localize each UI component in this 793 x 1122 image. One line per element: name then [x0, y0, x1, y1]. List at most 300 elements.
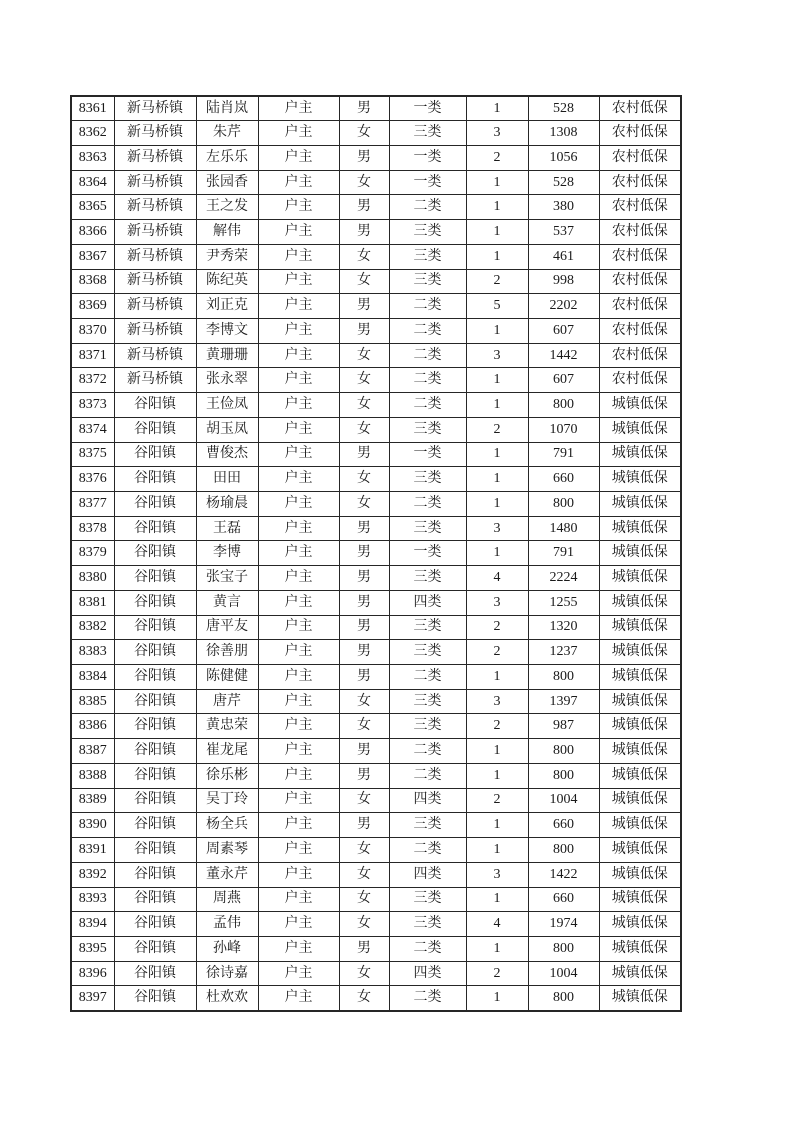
- cell-amount: 791: [528, 541, 599, 566]
- cell-amount: 2202: [528, 294, 599, 319]
- cell-category: 三类: [389, 467, 466, 492]
- cell-count: 1: [466, 665, 528, 690]
- cell-serial: 8369: [71, 294, 114, 319]
- cell-welfare-type: 城镇低保: [599, 689, 681, 714]
- cell-town: 谷阳镇: [114, 566, 196, 591]
- cell-category: 一类: [389, 541, 466, 566]
- cell-gender: 男: [339, 936, 389, 961]
- cell-serial: 8390: [71, 813, 114, 838]
- cell-welfare-type: 城镇低保: [599, 442, 681, 467]
- table-row: [71, 393, 681, 418]
- cell-gender: 男: [339, 145, 389, 170]
- cell-amount: 1070: [528, 417, 599, 442]
- cell-relation: 户主: [258, 788, 339, 813]
- cell-name: 陈健健: [196, 665, 258, 690]
- cell-welfare-type: 城镇低保: [599, 936, 681, 961]
- table-row: [71, 739, 681, 764]
- cell-count: 1: [466, 244, 528, 269]
- cell-welfare-type: 城镇低保: [599, 516, 681, 541]
- cell-amount: 800: [528, 763, 599, 788]
- table-row: [71, 813, 681, 838]
- cell-welfare-type: 城镇低保: [599, 393, 681, 418]
- cell-count: 1: [466, 936, 528, 961]
- table-row: [71, 269, 681, 294]
- cell-town: 新马桥镇: [114, 244, 196, 269]
- cell-count: 4: [466, 912, 528, 937]
- cell-serial: 8366: [71, 220, 114, 245]
- cell-welfare-type: 农村低保: [599, 269, 681, 294]
- table-row: [71, 862, 681, 887]
- cell-amount: 1308: [528, 121, 599, 146]
- cell-category: 三类: [389, 244, 466, 269]
- cell-name: 陆肖岚: [196, 96, 258, 121]
- cell-count: 3: [466, 343, 528, 368]
- cell-name: 唐平友: [196, 615, 258, 640]
- cell-serial: 8389: [71, 788, 114, 813]
- cell-town: 谷阳镇: [114, 714, 196, 739]
- cell-town: 谷阳镇: [114, 813, 196, 838]
- cell-category: 二类: [389, 838, 466, 863]
- cell-town: 新马桥镇: [114, 170, 196, 195]
- cell-welfare-type: 城镇低保: [599, 788, 681, 813]
- cell-count: 3: [466, 862, 528, 887]
- cell-relation: 户主: [258, 838, 339, 863]
- cell-name: 尹秀荣: [196, 244, 258, 269]
- cell-name: 崔龙尾: [196, 739, 258, 764]
- cell-count: 2: [466, 714, 528, 739]
- cell-category: 四类: [389, 961, 466, 986]
- cell-town: 谷阳镇: [114, 516, 196, 541]
- cell-welfare-type: 农村低保: [599, 244, 681, 269]
- cell-welfare-type: 城镇低保: [599, 813, 681, 838]
- cell-town: 新马桥镇: [114, 121, 196, 146]
- cell-gender: 男: [339, 516, 389, 541]
- cell-welfare-type: 城镇低保: [599, 986, 681, 1011]
- cell-category: 二类: [389, 195, 466, 220]
- table-row: [71, 417, 681, 442]
- cell-town: 谷阳镇: [114, 467, 196, 492]
- cell-count: 2: [466, 615, 528, 640]
- cell-count: 4: [466, 566, 528, 591]
- table-row: [71, 318, 681, 343]
- cell-gender: 女: [339, 961, 389, 986]
- cell-gender: 女: [339, 343, 389, 368]
- cell-gender: 女: [339, 492, 389, 517]
- cell-amount: 2224: [528, 566, 599, 591]
- cell-serial: 8379: [71, 541, 114, 566]
- cell-count: 1: [466, 318, 528, 343]
- cell-serial: 8394: [71, 912, 114, 937]
- cell-category: 三类: [389, 640, 466, 665]
- cell-name: 张园香: [196, 170, 258, 195]
- table-row: [71, 838, 681, 863]
- cell-amount: 1397: [528, 689, 599, 714]
- cell-relation: 户主: [258, 936, 339, 961]
- cell-town: 谷阳镇: [114, 665, 196, 690]
- cell-amount: 461: [528, 244, 599, 269]
- cell-relation: 户主: [258, 862, 339, 887]
- cell-count: 2: [466, 640, 528, 665]
- cell-serial: 8373: [71, 393, 114, 418]
- table-row: [71, 912, 681, 937]
- table-row: [71, 714, 681, 739]
- cell-count: 1: [466, 368, 528, 393]
- cell-gender: 女: [339, 368, 389, 393]
- cell-name: 解伟: [196, 220, 258, 245]
- cell-name: 张宝子: [196, 566, 258, 591]
- welfare-roster-table: [70, 95, 682, 1012]
- cell-relation: 户主: [258, 269, 339, 294]
- cell-amount: 1480: [528, 516, 599, 541]
- cell-count: 1: [466, 393, 528, 418]
- cell-serial: 8380: [71, 566, 114, 591]
- table-row: [71, 220, 681, 245]
- cell-gender: 男: [339, 220, 389, 245]
- cell-welfare-type: 农村低保: [599, 220, 681, 245]
- cell-gender: 男: [339, 294, 389, 319]
- cell-name: 黄言: [196, 590, 258, 615]
- cell-gender: 女: [339, 244, 389, 269]
- cell-amount: 660: [528, 813, 599, 838]
- table-row: [71, 590, 681, 615]
- cell-name: 刘正克: [196, 294, 258, 319]
- cell-gender: 女: [339, 689, 389, 714]
- cell-category: 三类: [389, 220, 466, 245]
- cell-gender: 女: [339, 887, 389, 912]
- table-row: [71, 343, 681, 368]
- cell-serial: 8383: [71, 640, 114, 665]
- cell-relation: 户主: [258, 714, 339, 739]
- cell-serial: 8384: [71, 665, 114, 690]
- cell-serial: 8376: [71, 467, 114, 492]
- cell-count: 1: [466, 467, 528, 492]
- cell-serial: 8374: [71, 417, 114, 442]
- cell-gender: 女: [339, 862, 389, 887]
- cell-category: 三类: [389, 887, 466, 912]
- cell-relation: 户主: [258, 566, 339, 591]
- cell-relation: 户主: [258, 887, 339, 912]
- cell-town: 新马桥镇: [114, 96, 196, 121]
- cell-serial: 8368: [71, 269, 114, 294]
- cell-category: 三类: [389, 566, 466, 591]
- cell-amount: 1056: [528, 145, 599, 170]
- cell-gender: 男: [339, 615, 389, 640]
- cell-category: 二类: [389, 393, 466, 418]
- cell-relation: 户主: [258, 961, 339, 986]
- cell-town: 谷阳镇: [114, 887, 196, 912]
- cell-name: 王之发: [196, 195, 258, 220]
- cell-name: 周素琴: [196, 838, 258, 863]
- cell-serial: 8367: [71, 244, 114, 269]
- cell-amount: 380: [528, 195, 599, 220]
- cell-relation: 户主: [258, 912, 339, 937]
- cell-gender: 女: [339, 121, 389, 146]
- table-row: [71, 96, 681, 121]
- cell-welfare-type: 城镇低保: [599, 590, 681, 615]
- cell-category: 四类: [389, 862, 466, 887]
- cell-category: 二类: [389, 665, 466, 690]
- cell-welfare-type: 城镇低保: [599, 665, 681, 690]
- cell-category: 二类: [389, 763, 466, 788]
- cell-amount: 607: [528, 368, 599, 393]
- cell-town: 谷阳镇: [114, 590, 196, 615]
- cell-town: 新马桥镇: [114, 343, 196, 368]
- cell-category: 二类: [389, 492, 466, 517]
- table-row: [71, 294, 681, 319]
- cell-town: 谷阳镇: [114, 986, 196, 1011]
- table-row: [71, 566, 681, 591]
- cell-name: 周燕: [196, 887, 258, 912]
- cell-welfare-type: 城镇低保: [599, 838, 681, 863]
- cell-amount: 800: [528, 838, 599, 863]
- table-row: [71, 615, 681, 640]
- cell-welfare-type: 城镇低保: [599, 887, 681, 912]
- table-row: [71, 442, 681, 467]
- cell-gender: 男: [339, 640, 389, 665]
- cell-serial: 8393: [71, 887, 114, 912]
- cell-welfare-type: 城镇低保: [599, 912, 681, 937]
- cell-category: 二类: [389, 936, 466, 961]
- cell-serial: 8364: [71, 170, 114, 195]
- cell-relation: 户主: [258, 368, 339, 393]
- cell-amount: 1974: [528, 912, 599, 937]
- table-row: [71, 961, 681, 986]
- table-row: [71, 689, 681, 714]
- cell-town: 新马桥镇: [114, 269, 196, 294]
- cell-relation: 户主: [258, 145, 339, 170]
- cell-town: 新马桥镇: [114, 220, 196, 245]
- cell-count: 3: [466, 121, 528, 146]
- cell-gender: 女: [339, 912, 389, 937]
- cell-amount: 660: [528, 467, 599, 492]
- cell-gender: 男: [339, 541, 389, 566]
- cell-relation: 户主: [258, 442, 339, 467]
- cell-welfare-type: 城镇低保: [599, 714, 681, 739]
- cell-amount: 1442: [528, 343, 599, 368]
- cell-serial: 8362: [71, 121, 114, 146]
- cell-relation: 户主: [258, 763, 339, 788]
- cell-category: 三类: [389, 121, 466, 146]
- cell-name: 李博文: [196, 318, 258, 343]
- cell-gender: 男: [339, 442, 389, 467]
- cell-category: 三类: [389, 615, 466, 640]
- table-row: [71, 788, 681, 813]
- cell-town: 谷阳镇: [114, 615, 196, 640]
- table-row: [71, 121, 681, 146]
- cell-amount: 1004: [528, 961, 599, 986]
- cell-relation: 户主: [258, 96, 339, 121]
- cell-town: 谷阳镇: [114, 417, 196, 442]
- cell-relation: 户主: [258, 492, 339, 517]
- cell-category: 四类: [389, 788, 466, 813]
- cell-amount: 800: [528, 739, 599, 764]
- cell-gender: 女: [339, 417, 389, 442]
- cell-count: 5: [466, 294, 528, 319]
- cell-amount: 607: [528, 318, 599, 343]
- cell-amount: 800: [528, 665, 599, 690]
- table-row: [71, 640, 681, 665]
- cell-serial: 8371: [71, 343, 114, 368]
- cell-gender: 男: [339, 739, 389, 764]
- table-row: [71, 244, 681, 269]
- cell-welfare-type: 城镇低保: [599, 615, 681, 640]
- cell-count: 1: [466, 195, 528, 220]
- cell-count: 1: [466, 763, 528, 788]
- cell-gender: 男: [339, 566, 389, 591]
- cell-count: 1: [466, 541, 528, 566]
- cell-name: 孟伟: [196, 912, 258, 937]
- cell-count: 1: [466, 492, 528, 517]
- cell-relation: 户主: [258, 986, 339, 1011]
- cell-town: 谷阳镇: [114, 961, 196, 986]
- table-row: [71, 665, 681, 690]
- cell-town: 谷阳镇: [114, 492, 196, 517]
- cell-welfare-type: 农村低保: [599, 294, 681, 319]
- cell-gender: 女: [339, 269, 389, 294]
- cell-count: 1: [466, 887, 528, 912]
- cell-name: 徐乐彬: [196, 763, 258, 788]
- cell-serial: 8377: [71, 492, 114, 517]
- cell-welfare-type: 城镇低保: [599, 961, 681, 986]
- cell-name: 王俭凤: [196, 393, 258, 418]
- cell-welfare-type: 城镇低保: [599, 763, 681, 788]
- cell-serial: 8378: [71, 516, 114, 541]
- cell-town: 新马桥镇: [114, 145, 196, 170]
- cell-gender: 男: [339, 763, 389, 788]
- cell-category: 三类: [389, 417, 466, 442]
- cell-gender: 男: [339, 195, 389, 220]
- cell-relation: 户主: [258, 121, 339, 146]
- cell-serial: 8381: [71, 590, 114, 615]
- cell-welfare-type: 城镇低保: [599, 640, 681, 665]
- cell-category: 一类: [389, 145, 466, 170]
- cell-relation: 户主: [258, 170, 339, 195]
- table-row: [71, 195, 681, 220]
- cell-town: 谷阳镇: [114, 739, 196, 764]
- cell-welfare-type: 农村低保: [599, 195, 681, 220]
- cell-amount: 528: [528, 96, 599, 121]
- cell-category: 三类: [389, 269, 466, 294]
- cell-town: 谷阳镇: [114, 393, 196, 418]
- cell-count: 1: [466, 96, 528, 121]
- cell-serial: 8386: [71, 714, 114, 739]
- cell-name: 杨全兵: [196, 813, 258, 838]
- cell-relation: 户主: [258, 220, 339, 245]
- cell-relation: 户主: [258, 615, 339, 640]
- cell-town: 谷阳镇: [114, 763, 196, 788]
- cell-welfare-type: 城镇低保: [599, 417, 681, 442]
- cell-serial: 8391: [71, 838, 114, 863]
- cell-serial: 8388: [71, 763, 114, 788]
- cell-relation: 户主: [258, 813, 339, 838]
- cell-amount: 800: [528, 986, 599, 1011]
- cell-name: 张永翠: [196, 368, 258, 393]
- cell-welfare-type: 城镇低保: [599, 862, 681, 887]
- cell-town: 新马桥镇: [114, 294, 196, 319]
- cell-gender: 女: [339, 170, 389, 195]
- cell-welfare-type: 农村低保: [599, 343, 681, 368]
- cell-welfare-type: 城镇低保: [599, 541, 681, 566]
- cell-name: 陈纪英: [196, 269, 258, 294]
- cell-town: 谷阳镇: [114, 936, 196, 961]
- cell-name: 杨瑜晨: [196, 492, 258, 517]
- cell-name: 左乐乐: [196, 145, 258, 170]
- cell-amount: 800: [528, 393, 599, 418]
- cell-amount: 998: [528, 269, 599, 294]
- table-row: [71, 763, 681, 788]
- cell-count: 3: [466, 590, 528, 615]
- cell-gender: 女: [339, 393, 389, 418]
- cell-town: 谷阳镇: [114, 912, 196, 937]
- cell-serial: 8363: [71, 145, 114, 170]
- cell-name: 杜欢欢: [196, 986, 258, 1011]
- cell-serial: 8382: [71, 615, 114, 640]
- cell-category: 四类: [389, 590, 466, 615]
- cell-relation: 户主: [258, 393, 339, 418]
- cell-category: 三类: [389, 813, 466, 838]
- cell-amount: 1255: [528, 590, 599, 615]
- cell-serial: 8372: [71, 368, 114, 393]
- table-row: [71, 492, 681, 517]
- cell-count: 2: [466, 269, 528, 294]
- cell-name: 吴丁玲: [196, 788, 258, 813]
- cell-serial: 8392: [71, 862, 114, 887]
- cell-welfare-type: 城镇低保: [599, 467, 681, 492]
- cell-relation: 户主: [258, 689, 339, 714]
- cell-serial: 8365: [71, 195, 114, 220]
- cell-category: 二类: [389, 739, 466, 764]
- cell-count: 1: [466, 170, 528, 195]
- cell-relation: 户主: [258, 318, 339, 343]
- table-row: [71, 170, 681, 195]
- cell-relation: 户主: [258, 516, 339, 541]
- cell-welfare-type: 农村低保: [599, 121, 681, 146]
- cell-amount: 800: [528, 936, 599, 961]
- cell-serial: 8395: [71, 936, 114, 961]
- cell-name: 胡玉凤: [196, 417, 258, 442]
- cell-name: 李博: [196, 541, 258, 566]
- cell-name: 王磊: [196, 516, 258, 541]
- cell-count: 3: [466, 516, 528, 541]
- cell-count: 1: [466, 739, 528, 764]
- cell-gender: 女: [339, 986, 389, 1011]
- cell-relation: 户主: [258, 467, 339, 492]
- cell-relation: 户主: [258, 294, 339, 319]
- cell-amount: 800: [528, 492, 599, 517]
- cell-category: 二类: [389, 343, 466, 368]
- cell-amount: 987: [528, 714, 599, 739]
- cell-serial: 8385: [71, 689, 114, 714]
- cell-name: 田田: [196, 467, 258, 492]
- cell-category: 二类: [389, 368, 466, 393]
- cell-relation: 户主: [258, 343, 339, 368]
- cell-amount: 791: [528, 442, 599, 467]
- cell-relation: 户主: [258, 417, 339, 442]
- cell-serial: 8361: [71, 96, 114, 121]
- cell-category: 三类: [389, 714, 466, 739]
- cell-welfare-type: 农村低保: [599, 145, 681, 170]
- cell-count: 2: [466, 417, 528, 442]
- cell-name: 徐善朋: [196, 640, 258, 665]
- cell-town: 谷阳镇: [114, 788, 196, 813]
- cell-welfare-type: 农村低保: [599, 318, 681, 343]
- cell-welfare-type: 农村低保: [599, 96, 681, 121]
- cell-category: 三类: [389, 689, 466, 714]
- table-row: [71, 368, 681, 393]
- cell-welfare-type: 农村低保: [599, 170, 681, 195]
- cell-town: 谷阳镇: [114, 689, 196, 714]
- cell-relation: 户主: [258, 541, 339, 566]
